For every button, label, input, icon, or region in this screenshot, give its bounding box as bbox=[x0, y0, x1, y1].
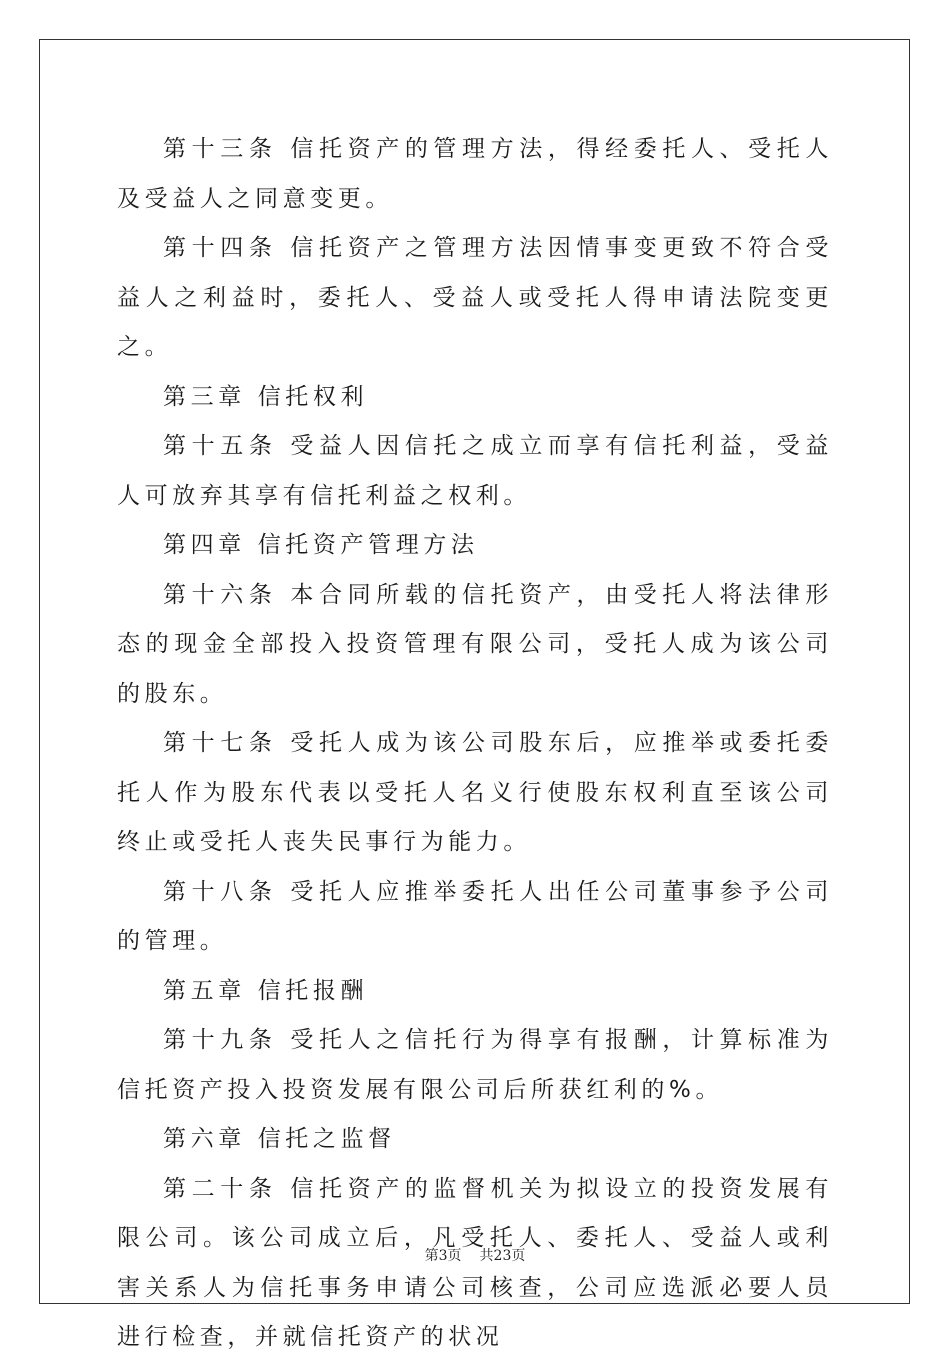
page-footer bbox=[0, 1245, 950, 1265]
page-total: 共23页 bbox=[479, 1248, 526, 1264]
article-18: 第十八条 受托人应推举委托人出任公司董事参予公司的管理。 bbox=[117, 878, 833, 954]
article-20: 第二十条 信托资产的监督机关为拟设立的投资发展有限公司。该公司成立后，凡受托人、委托人、受益人或利害关系人为信托事务申请公司核查，公司应选派必要人员进行检查，并就信托资产的状况 bbox=[117, 1175, 833, 1350]
page-number: 第3页 bbox=[424, 1248, 462, 1264]
article-16: 第十六条 本合同所载的信托资产，由受托人将法律形态的现金全部投入投资管理有限公司，受托人成为该公司的股东。 bbox=[117, 581, 833, 707]
article-17: 第十七条 受托人成为该公司股东后，应推举或委托委托人作为股东代表以受托人名义行使股东权利直至该公司终止或受托人丧失民事行为能力。 bbox=[117, 730, 833, 855]
chapter-4-heading: 第四章 信托资产管理方法 bbox=[163, 532, 479, 558]
article-15: 第十五条 受益人因信托之成立而享有信托利益，受益人可放弃其享有信托利益之权利。 bbox=[117, 433, 833, 509]
document-body bbox=[117, 125, 833, 1363]
article-13: 第十三条 信托资产的管理方法，得经委托人、受托人及受益人之同意变更。 bbox=[117, 136, 833, 212]
article-14: 第十四条 信托资产之管理方法因情事变更致不符合受益人之利益时，委托人、受益人或受托人得申请法院变更之。 bbox=[117, 235, 833, 360]
chapter-6-heading: 第六章 信托之监督 bbox=[163, 1126, 396, 1152]
chapter-3-heading: 第三章 信托权利 bbox=[163, 383, 369, 410]
article-19: 第十九条 受托人之信托行为得享有报酬，计算标准为信托资产投入投资发展有限公司后所获红利的%。 bbox=[117, 1027, 833, 1103]
chapter-5-heading: 第五章 信托报酬 bbox=[163, 977, 369, 1004]
